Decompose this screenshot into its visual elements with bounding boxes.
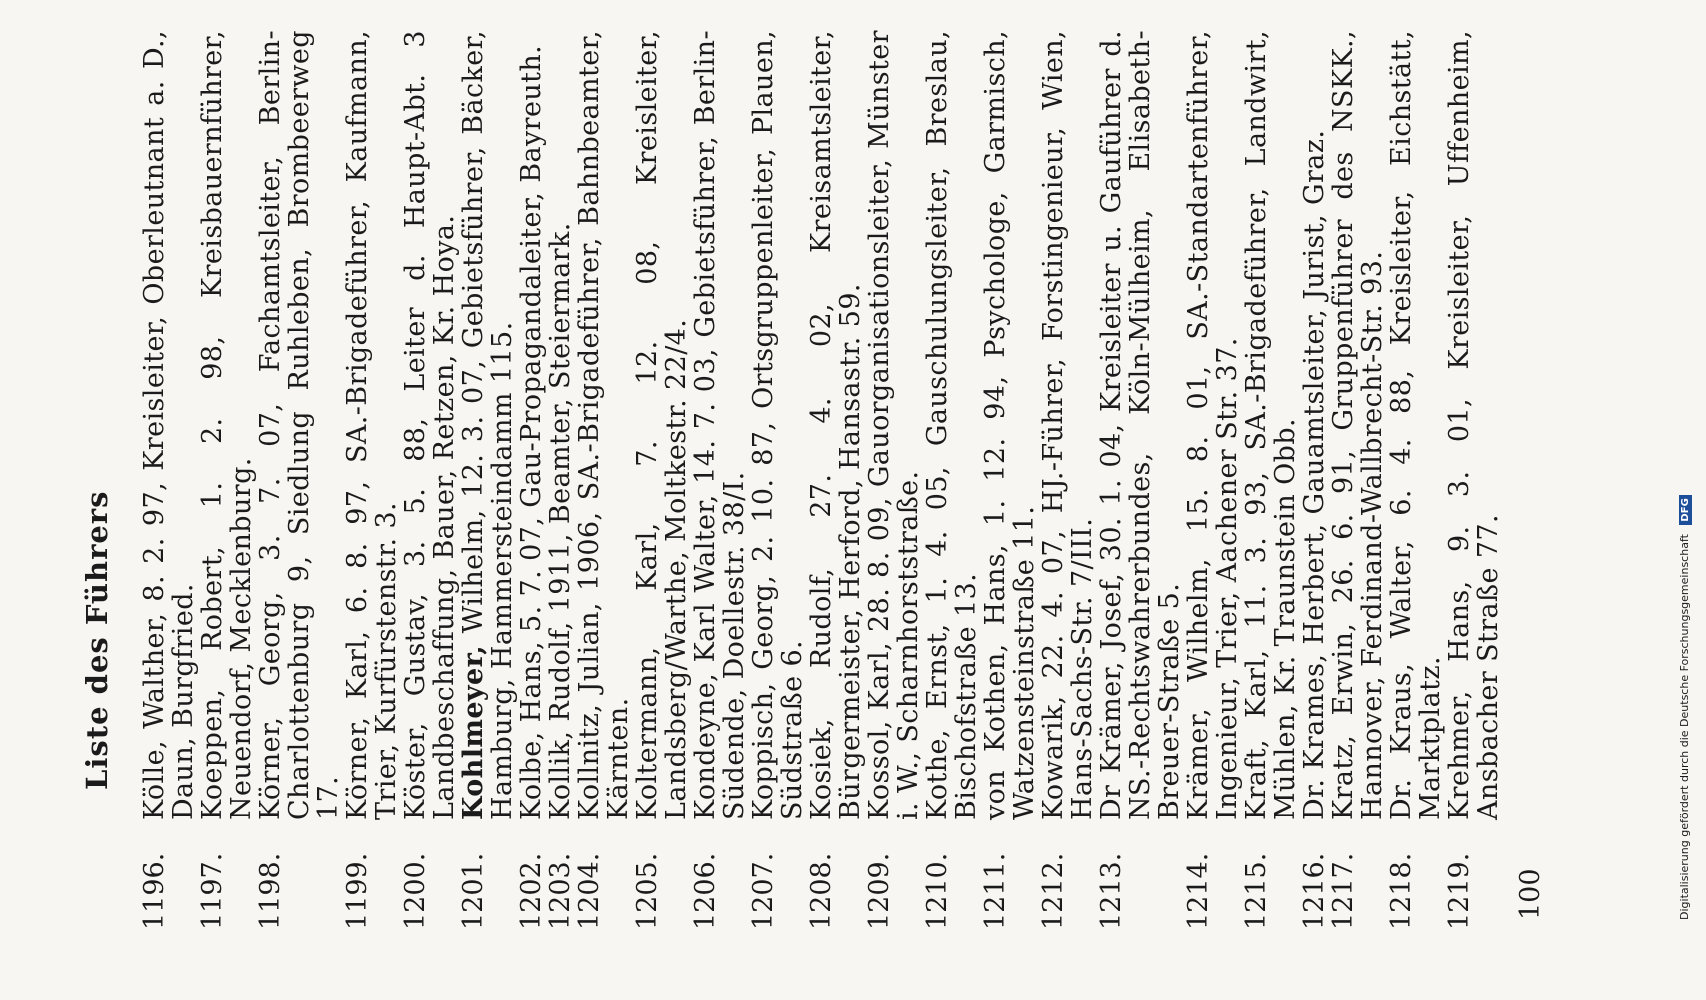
entry-number: 1197. [197,852,228,930]
entry-text [517,30,546,820]
list-entry [575,30,633,930]
entry-number: 1202. [516,852,547,930]
entry-body: Dr. Kraus, Walter, 6. 4. 88, Kreisleiter, Eichstätt, Marktplatz. [1386,30,1446,820]
page-heading: Liste des Führers [80,490,114,790]
entry-text [691,30,749,820]
entry-body: Kowarik, 22. 4. 07, HJ.-Führer, Forstingenieur, Wien, Hans-Sachs-Str. 7/III. [1038,30,1098,820]
list-entry [691,30,749,930]
list-entry [1387,30,1445,930]
entry-text [1184,30,1242,820]
entry-number: 1216. [1299,852,1330,930]
entry-text [923,30,981,820]
list-entry [517,30,546,930]
entry-number: 1209. [864,852,895,930]
list-entry [401,30,459,930]
entry-text [575,30,633,820]
entry-text [459,30,517,820]
list-entry [1445,30,1503,930]
entry-body: Kollnitz, Julian, 1906, SA.-Brigadeführer, Bahnbeamter, Kärnten. [574,30,634,820]
entry-text [546,30,575,820]
list-entry [546,30,575,930]
entry-number: 1207. [748,852,779,930]
dfg-logo: DFG [1679,495,1692,524]
entry-text [981,30,1039,820]
list-entry [1300,30,1329,930]
list-entry [807,30,865,930]
entry-text [1300,30,1329,820]
list-entry [343,30,401,930]
entry-body: Kölle, Walther, 8. 2. 97, Kreisleiter, Oberleutnant a. D., Daun, Burgfried. [139,30,199,820]
entry-body: Kollik, Rudolf, 1911, Beamter, Steiermark. [545,222,576,820]
entry-number: 1217. [1328,852,1359,930]
list-entry [1242,30,1300,930]
list-entry [1329,30,1387,930]
entry-number: 1200. [400,852,431,930]
entry-text [1039,30,1097,820]
entry-text [401,30,459,820]
list-entry [749,30,807,930]
entry-body: Kondeyne, Karl Walter, 14. 7. 03, Gebietsführer, Berlin-Südende, Doellestr. 38/I. [690,30,750,820]
entry-number: 1212. [1038,852,1069,930]
entry-body: Dr. Krames, Herbert, Gauamtsleiter, Jurist, Graz. [1299,129,1330,820]
entry-text [1242,30,1300,820]
page-number: 100 [1515,868,1546,920]
list-entry [1184,30,1242,930]
entry-body: Wilhelm, 12. 3. 07, Gebietsführer, Bäcker, Hamburg, Hammersteindamm 115. [458,30,518,820]
list-entry [923,30,981,930]
list-entry [198,30,256,930]
entry-body: von Kothen, Hans, 1. 12. 94, Psychologe, Garmisch, Watzensteinstraße 11. [980,30,1040,820]
entry-number: 1213. [1096,852,1127,930]
entry-body: Kosiek, Rudolf, 27. 4. 02, Kreisamtsleiter, Bürgermeister, Herford, Hansastr. 59. [806,30,866,820]
entry-number: 1219. [1444,852,1475,930]
entry-body: Kratz, Erwin, 26. 6. 91, Gruppenführer des NSKK., Hannover, Ferdinand-Wallbrecht-Str. 93. [1328,30,1388,820]
list-entry [1039,30,1097,930]
entry-text [865,30,923,820]
list-entry [633,30,691,930]
entry-body: Kossol, Karl, 28. 8. 09, Gauorganisationsleiter, Münster i. W., Scharnhorststraße. [864,30,924,820]
entry-number: 1203. [545,852,576,930]
entry-text [198,30,256,820]
entry-body: Koeppen, Robert, 1. 2. 98, Kreisbauernführer, Neuendorf, Mecklenburg. [197,30,257,820]
entry-number: 1211. [980,852,1011,930]
entry-body: Krämer, Wilhelm, 15. 8. 01, SA.-Standartenführer, Ingenieur, Trier, Aachener Str. 37. [1183,30,1243,820]
entry-number: 1215. [1241,852,1272,930]
entry-number: 1214. [1183,852,1214,930]
entry-body: Kolbe, Hans, 5. 7. 07, Gau-Propagandaleiter, Bayreuth. [516,44,547,820]
entry-number: 1198. [255,852,286,930]
entry-number: 1208. [806,852,837,930]
entry-number: 1218. [1386,852,1417,930]
entry-body: Körner, Georg, 3. 7. 07, Fachamtsleiter, Berlin-Charlottenburg 9, Siedlung Ruhleben, Brombeerweg 17. [255,30,344,820]
entry-body: Körner, Karl, 6. 8. 97, SA.-Brigadeführer, Kaufmann, Trier, Kurfürstenstr. 3. [342,30,402,820]
entry-number: 1199. [342,852,373,930]
entry-number: 1205. [632,852,663,930]
digitization-credit [1678,0,1692,1000]
list-entry [865,30,923,930]
entry-number: 1204. [574,852,605,930]
list-entry [140,30,198,930]
entry-body: Köster, Gustav, 3. 5. 88, Leiter d. Haupt-Abt. 3 Landbeschaffung, Bauer, Retzen, Kr. Hoya. [400,30,460,820]
entry-text [140,30,198,820]
entry-text [633,30,691,820]
entry-text [749,30,807,820]
entry-body: Dr Krämer, Josef, 30. 1. 04, Kreisleiter u. Gauführer d. NS.-Rechtswahrerbundes, Köln-Mülheim, Elisabeth-Breuer-Straße 5. [1096,30,1185,820]
entry-text [1445,30,1503,820]
list-entry [459,30,517,930]
entry-text [1387,30,1445,820]
credit-text: Digitalisierung gefördert durch die Deutsche Forschungsgemeinschaft [1678,534,1691,920]
entry-text [256,30,343,820]
entry-bold-name: Kohlmeyer, [458,644,489,820]
entry-number: 1206. [690,852,721,930]
list-entry [256,30,343,930]
entry-body: Kothe, Ernst, 1. 4. 05, Gauschulungsleiter, Breslau, Bischofstraße 13. [922,30,982,820]
entry-body: Krehmer, Hans, 9. 3. 01, Kreisleiter, Uffenheim, Ansbacher Straße 77. [1444,30,1504,820]
list-entry [981,30,1039,930]
entry-number: 1196. [139,852,170,930]
entry-text [807,30,865,820]
entry-body: Kraft, Karl, 11. 3. 93, SA.-Brigadeführer, Landwirt, Mühlen, Kr. Traunstein Obb. [1241,30,1301,820]
entry-number: 1201. [458,852,489,930]
entry-number: 1210. [922,852,953,930]
entry-body: Koltermann, Karl, 7. 12. 08, Kreisleiter, Landsberg/Warthe, Moltkestr. 22/4. [632,30,692,820]
list-entry [1097,30,1184,930]
entry-list [140,30,1503,930]
entry-text [1097,30,1184,820]
entry-text [1329,30,1387,820]
entry-body: Koppisch, Georg, 2. 10. 87, Ortsgruppenleiter, Plauen, Südstraße 6. [748,30,808,820]
entry-text [343,30,401,820]
